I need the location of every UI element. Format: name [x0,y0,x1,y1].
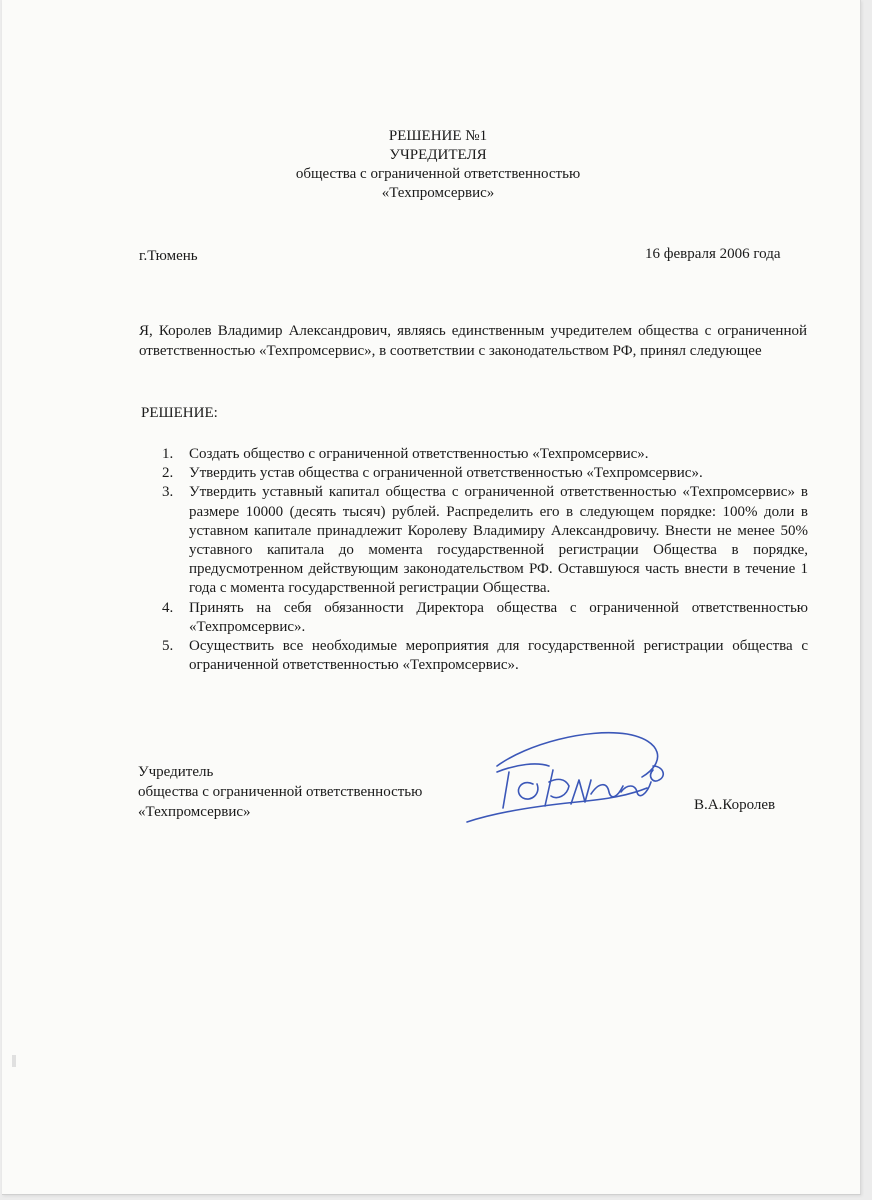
decision-item [162,483,808,598]
decision-heading: РЕШЕНИЕ: [141,405,218,421]
page-edge-mark [12,1055,16,1067]
title-company-name: «Техпромсервис» [381,185,495,201]
founder-company-name: «Техпромсервис» [138,804,251,820]
title-company-type: общества с ограниченной ответственностью [295,166,581,182]
decision-list [162,445,808,675]
founder-role: Учредитель [138,764,214,780]
handwritten-signature [457,722,682,834]
founder-company-type: общества с ограниченной ответственностью [138,784,423,800]
decision-item-text: Осуществить все необходимые мероприятия для государственной регистрации общества с ограниченной ответственностью «Техпромсервис». [189,638,808,674]
document-title-block [2,127,872,203]
decision-item [162,445,808,464]
intro-paragraph: Я, Королев Владимир Александрович, являясь единственным учредителем общества с ограниченной ответственностью «Техпромсервис», в соответствии с законодательством РФ, принял следующее [139,323,807,359]
decision-item-number: 4. [162,599,174,616]
decision-item-number: 5. [162,638,174,655]
decision-item-text: Принять на себя обязанности Директора общества с ограниченной ответственностью «Техпромсервис». [189,599,808,635]
decision-item [162,637,808,675]
decision-item-text: Утвердить уставный капитал общества с ограниченной ответственностью «Техпромсервис» в размере 10000 (десять тысяч) рублей. Распределить его в следующем порядке: 100% доли в уставном капитале принадлежит Королеву Владимиру Александровичу. Внести не менее 50% уставного капитала до момента государственной регистрации Общества в порядке, предусмотренном действующим законодательством РФ. Оставшуюся часть внести в течение 1 года с момента государственной регистрации Общества. [189,484,808,597]
decision-item-number: 1. [162,446,174,462]
decision-item [162,599,808,637]
document-city: г.Тюмень [139,248,198,264]
decision-item [162,464,808,483]
decision-item-number: 2. [162,465,174,482]
document-date: 16 февраля 2006 года [645,246,781,262]
decision-item-text: Создать общество с ограниченной ответственностью «Техпромсервис». [189,446,649,462]
decision-item-text: Утвердить устав общества с ограниченной ответственностью «Техпромсервис». [189,465,703,482]
signer-name: В.А.Королев [694,797,776,813]
title-founder: УЧРЕДИТЕЛЯ [389,147,487,163]
founder-block [138,762,422,822]
decision-item-number: 3. [162,484,174,501]
title-decision: РЕШЕНИЕ №1 [388,128,488,144]
document-page [2,0,861,1195]
